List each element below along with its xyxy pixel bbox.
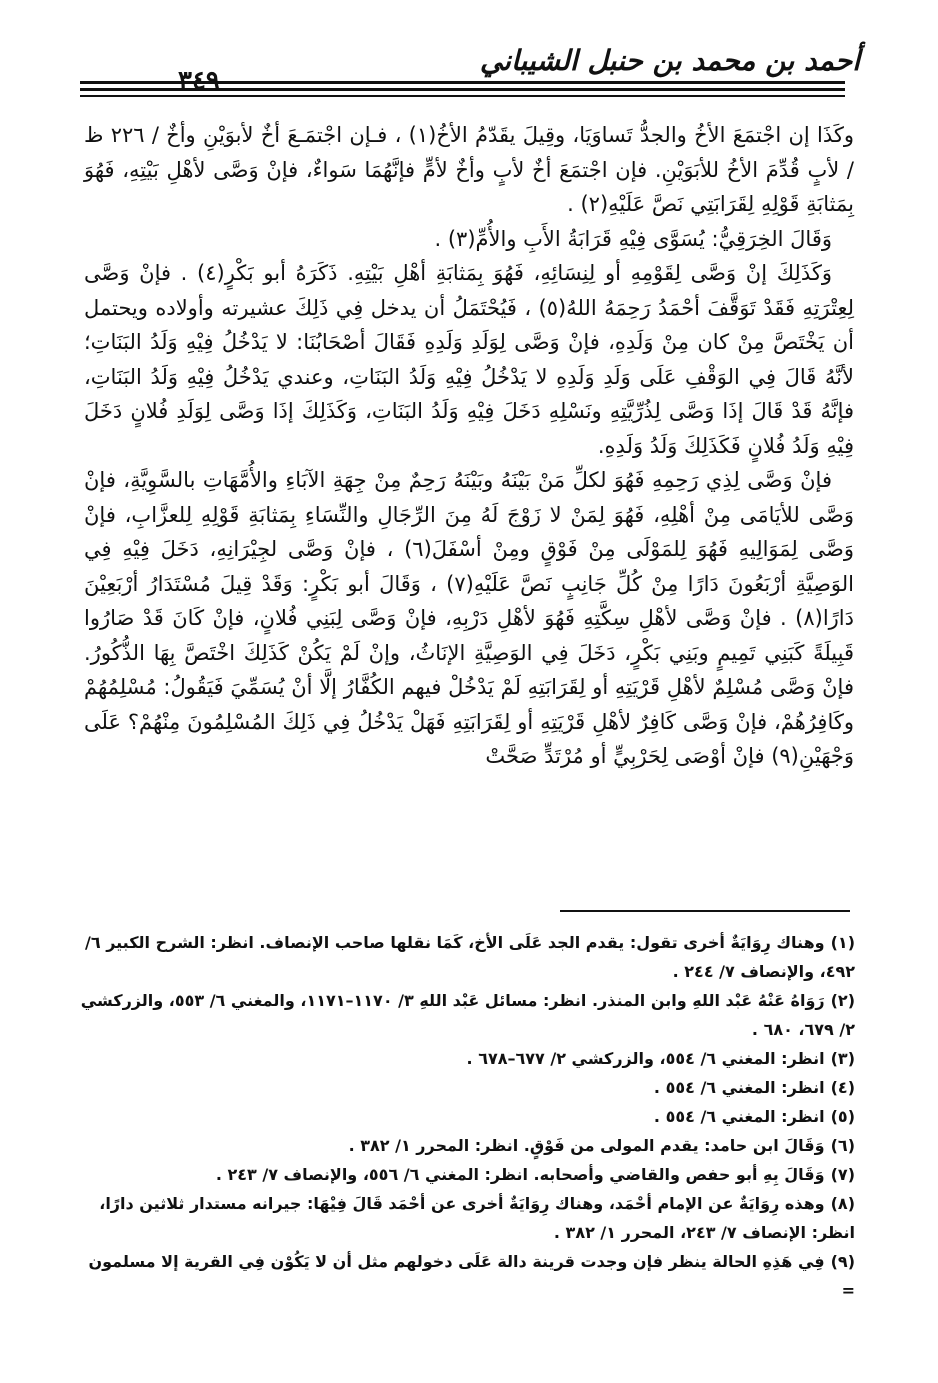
footnote-text: انظر: المغني ٦/ ٥٥٤، والزركشي ٢/ ٦٧٧–٦٧٨ . <box>466 1049 825 1068</box>
footnote-text: انظر: المغني ٦/ ٥٥٤ . <box>653 1078 825 1097</box>
footnote-text: رَوَاهُ عَنْهُ عَبْد اللهِ وابن المنذر. انظر: مسائل عَبْد اللهِ ٣/ ١١٧٠–١١٧١، والمغني ٦/ ٥٥٣، والزركشي ٢/ ٦٧٩، ٦٨٠ . <box>80 991 855 1039</box>
main-text <box>84 118 854 774</box>
footnote-number: (٥) <box>830 1107 855 1126</box>
footnote-number: (٨) <box>830 1194 855 1213</box>
footnote-number: (٢) <box>830 991 855 1010</box>
header-rule <box>80 88 845 91</box>
footnote <box>70 1131 855 1160</box>
footnote-text: وهناك رِوَايَةٌ أخرى تقول: يقدم الجد عَلَى الأخ، كَمَا نقلها صاحب الإنصاف. انظر: الشرح الكبير ٦/ ٤٩٢، والإنصاف ٧/ ٢٤٤ . <box>85 933 855 981</box>
footnote <box>70 928 855 986</box>
footnote-text: وَقَالَ بِهِ أبو حفص والقاضي وأصحابه. انظر: المغني ٦/ ٥٥٦، والإنصاف ٧/ ٢٤٣ . <box>215 1165 825 1184</box>
header-rule <box>80 95 845 97</box>
page-number: ٣٤٩ <box>170 66 228 96</box>
footnote-text: وَقَالَ ابن حامد: يقدم المولى من فَوْقٍ. انظر: المحرر ١/ ٣٨٢ . <box>348 1136 825 1155</box>
footnote <box>70 1160 855 1189</box>
footnotes <box>70 928 855 1305</box>
footnote-number: (٣) <box>830 1049 855 1068</box>
page-header <box>70 40 860 110</box>
footnote-text: فِي هَذِهِ الحالة ينظر فإن وجدت قرينة دالة عَلَى دخولهم مثل أن لا يَكُوْن فِي القرية إلا مسلمون = <box>88 1252 855 1300</box>
footnote-separator <box>560 910 850 912</box>
paragraph: فإنْ وَصَّى لِذِي رَحِمِهِ فَهُوَ لكلِّ مَنْ بَيْنَهُ وبَيْنَهُ رَحِمٌ مِنْ جِهَةِ الآبَاءِ والأُمَّهَاتِ بالسَّوِيَّةِ، فإنْ وَصَّى للأيَامَى مِنْ أهْلِهِ، فَهُوَ لِمَنْ لا زَوْجَ لَهُ مِنَ الرِّجَالِ والنِّسَاءِ بِمَثابَةِ قَوْلِهِ لِلعزَّابِ، فإنْ وَصَّى لِمَوَالِيهِ فَهُوَ لِلمَوْلَى مِنْ فَوْقٍ ومِنْ أسْفَلَ(٦) ، فإنْ وَصَّى لجِيْرَانِهِ، دَخَلَ فِيْهِ فِي الوَصِيَّةِ أرْبَعُونَ دَارًا مِنْ كُلِّ جَانِبٍ نَصَّ عَلَيْهِ(٧) ، وَقَالَ أبو بَكْرٍ: وَقَدْ قِيلَ مُسْتَدَارُ أرْبَعِيْنَ دَارًا(٨) . فإنْ وَصَّى لأهْلِ سِكَّتِهِ فَهُوَ لأهْلِ دَرْبِهِ، فإنْ وَصَّى لِبَنِي فُلانٍ، فإنْ كَانَ قَدْ صَارُوا قَبِيلَةً كَبَنِي تَمِيمٍ وبَنِي بَكْرٍ، دَخَلَ فِي الوَصِيَّةِ الإنَاثُ، وإنْ لَمْ يَكُنْ كَذَلِكَ اخْتَصَّ بِهَا الذُّكُورُ. فإنْ وَصَّى مُسْلِمٌ لأهْلِ قَرْيَتِهِ أو لِقَرَابَتِهِ لَمْ يَدْخُلْ فيهم الكُفَّارُ إلَّا أنْ يُسَمِّيَ فَيَقُولُ: مُسْلِمُهُمْ وكَافِرُهُمْ، فإنْ وَصَّى كَافِرٌ لأهْلِ قَرْيَتِهِ أو لِقَرَابَتِهِ فَهَلْ يَدْخُلُ فِي ذَلِكَ المُسْلِمُونَ مِنْهُمْ؟ عَلَى وَجْهَيْنِ(٩) فإنْ أوْصَى لِحَرْبِيٍّ أو مُرْتَدٍّ صَحَّتْ <box>84 468 854 768</box>
paragraph: وَقَالَ الخِرَقِيُّ: يُسَوَّى فِيْهِ قَرَابَةُ الأَبِ والأُمِّ(٣) . <box>434 226 832 251</box>
footnote-number: (٧) <box>830 1165 855 1184</box>
running-title: أحمد بن محمد بن حنبل الشيباني <box>479 44 860 77</box>
footnote-number: (٦) <box>830 1136 855 1155</box>
footnote-number: (٩) <box>830 1252 855 1271</box>
footnote <box>70 1073 855 1102</box>
footnote <box>70 1189 855 1247</box>
footnote <box>70 986 855 1044</box>
footnote-number: (٤) <box>830 1078 855 1097</box>
paragraph: وكَذَا إن اجْتمَعَ الأخُ والجدُّ تَساوَيَا، وقِيلَ يقَدّمُ الأخُ(١) ، فـإن اجْتمَـعَ أخٌ لأبوَيْنِ وأخٌ / ٢٢٦ ظ / لأبٍ قُدِّمَ الأخُ للأبَوَيْنِ. فإن اجْتمَعَ أخٌ لأبٍ وأخٌ لأمٍّ فإنَّهُمَا سَواءٌ، فإنْ وَصَّى لأهْلِ بَيْتِهِ، فَهُوَ بِمَثابَةِ قَوْلِهِ لِقَرَابَتِي نَصَّ عَلَيْهِ(٢) . <box>84 123 854 216</box>
footnote-text: وهذه رِوَايَةٌ عن الإمام أحْمَد، وهناك رِوَايَةٌ أخرى عن أحْمَد قَالَ فِيْهَا: جيرانه مستدار ثلاثين دارًا، انظر: الإنصاف ٧/ ٢٤٣، المحرر ١/ ٣٨٢ . <box>99 1194 855 1242</box>
paragraph: وَكَذَلِكَ إنْ وَصَّى لِقَوْمِهِ أو لِنِسَائِهِ، فَهُوَ بِمَثابَةِ أهْلِ بَيْتِهِ. ذَكَرَهُ أبو بَكْرٍ(٤) . فإنْ وَصَّى لِعِتْرَتِهِ فَقَدْ تَوَقَّفَ أحْمَدُ رَحِمَهُ اللهُ(٥) ، فَيُحْتَمَلُ أن يدخل فِي ذَلِكَ عشيرته وأولاده ويحتمل أن يَخْتَصَّ مِنْ كان مِنْ وَلَدِهِ، فإنْ وَصَّى لِوَلَدِ وَلَدِهِ فَقَالَ أصْحَابُنَا: لا يَدْخُلُ فِيْهِ وَلَدُ البَنَاتِ؛ لأنَّهُ قَالَ فِي الوَقْفِ عَلَى وَلَدِ وَلَدِهِ لا يَدْخُلُ فِيْهِ وَلَدُ البَنَاتِ، وعندي يَدْخُلُ فِيْهِ وَلَدُ البَنَاتِ، فإنَّهُ قَدْ قَالَ إذَا وَصَّى لِذُرِّيَّتِهِ ونَسْلِهِ دَخَلَ فِيْهِ وَلَدُ البَنَاتِ، وَكَذَلِكَ إذَا وَصَّى لِوَلَدِ فُلانٍ دَخَلَ فِيْهِ وَلَدُ فُلانٍ فَكَذَلِكَ وَلَدُ وَلَدِهِ. <box>84 261 854 458</box>
footnote <box>70 1102 855 1131</box>
footnote-text: انظر: المغني ٦/ ٥٥٤ . <box>653 1107 825 1126</box>
footnote <box>70 1044 855 1073</box>
footnote <box>70 1247 855 1305</box>
footnote-number: (١) <box>830 933 855 952</box>
header-rule <box>80 81 845 84</box>
